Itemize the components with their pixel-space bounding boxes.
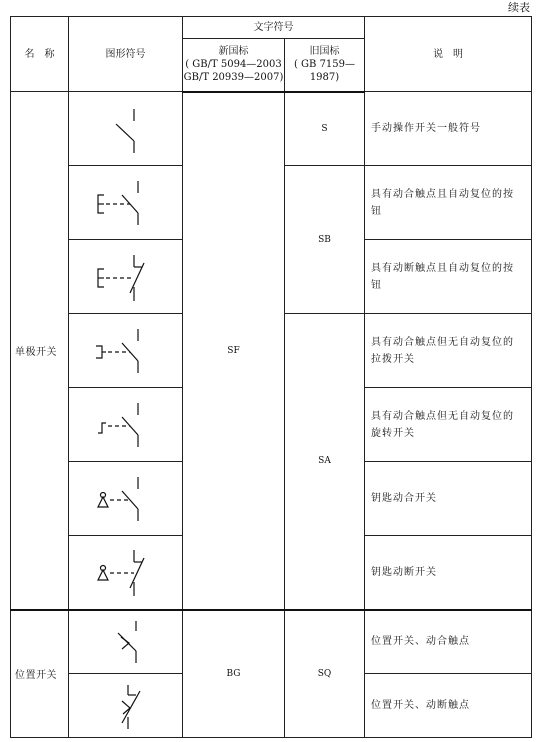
description: 具有动断触点且自动复位的按钮: [365, 240, 532, 314]
new-standard-ref1: ( GB/T 5094—2003: [185, 59, 282, 71]
symbol-cell: [69, 388, 183, 462]
old-standard-ref2: 1987): [309, 72, 340, 84]
description: 位置开关、动断触点: [365, 674, 532, 738]
description: 钥匙动合开关: [365, 462, 532, 536]
old-code: S: [285, 92, 365, 166]
symbol-cell: [69, 314, 183, 388]
old-code: SQ: [285, 610, 365, 738]
symbol-cell: [69, 240, 183, 314]
symbol-cell: [69, 674, 183, 738]
push-button-no-icon: [86, 173, 166, 233]
description: 具有动合触点且自动复位的按钮: [365, 166, 532, 240]
continued-label: 续表: [508, 1, 530, 14]
position-switch-no-icon: [96, 615, 156, 669]
old-code: SB: [285, 166, 365, 314]
old-standard-ref1: ( GB 7159—: [293, 59, 356, 71]
description: 手动操作开关一般符号: [365, 92, 532, 166]
rotary-switch-icon: [86, 395, 166, 455]
group-name: 单极开关: [11, 92, 69, 610]
new-standard-ref2: GB/T 20939—2007): [183, 72, 284, 84]
table-row: [11, 92, 532, 166]
new-standard-label: 新国标: [218, 46, 249, 58]
symbol-cell: [69, 462, 183, 536]
header-graphic-symbol: 图形符号: [69, 17, 183, 92]
key-switch-nc-icon: [86, 542, 166, 602]
description: 具有动合触点但无自动复位的拉拨开关: [365, 314, 532, 388]
push-button-nc-icon: [86, 247, 166, 307]
old-code: SA: [285, 314, 365, 610]
table-row: [11, 610, 532, 674]
position-switch-nc-icon: [96, 679, 156, 733]
new-code: BG: [183, 610, 285, 738]
pull-switch-icon: [86, 321, 166, 381]
header-old-standard: [285, 39, 365, 92]
description: 具有动合触点但无自动复位的旋转开关: [365, 388, 532, 462]
old-standard-label: 旧国标: [309, 46, 340, 58]
key-switch-no-icon: [86, 469, 166, 529]
symbol-table: [10, 16, 532, 738]
header-description: 说 明: [365, 17, 532, 92]
group-name: 位置开关: [11, 610, 69, 738]
manual-switch-icon: [96, 99, 156, 159]
header-name: 名 称: [11, 17, 69, 92]
description: 位置开关、动合触点: [365, 610, 532, 674]
symbol-cell: [69, 536, 183, 610]
description: 钥匙动断开关: [365, 536, 532, 610]
symbol-cell: [69, 92, 183, 166]
new-code: SF: [183, 92, 285, 610]
header-new-standard: [183, 39, 285, 92]
symbol-cell: [69, 610, 183, 674]
header-text-symbol: 文字符号: [183, 17, 365, 39]
symbol-cell: [69, 166, 183, 240]
